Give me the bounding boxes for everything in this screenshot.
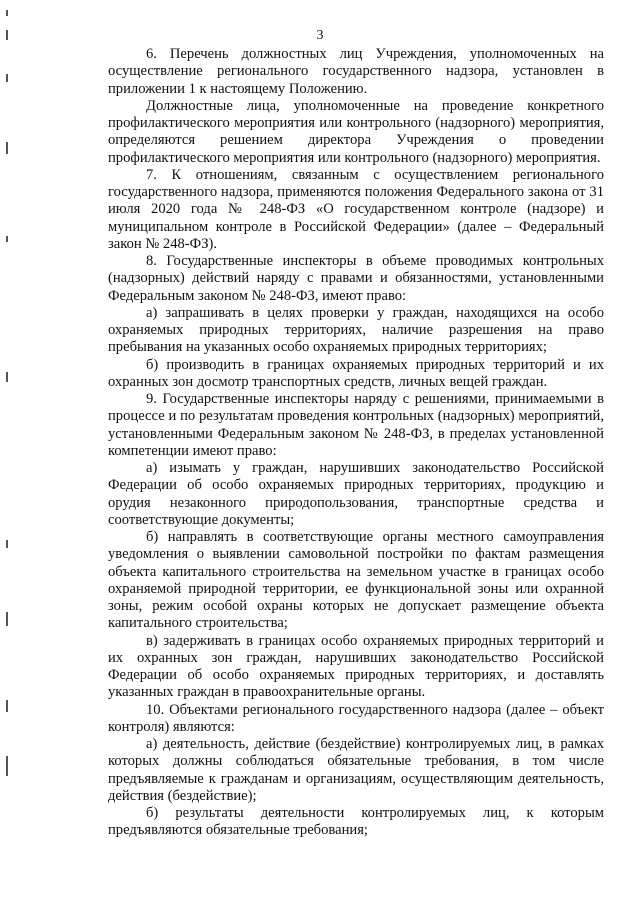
paragraph-8: 8. Государственные инспекторы в объеме проводимых контрольных (надзорных) действий наряду с правами и обязанностями, установленными Федеральным законом № 248-ФЗ, имеют право: — [108, 253, 604, 304]
paragraph-8-a: а) запрашивать в целях проверки у граждан, находящихся на особо охраняемых природных территориях, наличие разрешения на право пребывания на указанных особо охраняемых природных территориях; — [108, 304, 604, 356]
scan-mark — [6, 74, 8, 82]
scan-mark — [6, 236, 8, 242]
paragraph-10-a: а) деятельность, действие (бездействие) контролируемых лиц, в рамках которых должны соблюдаться обязательные требования, в том числе предъявляемые к гражданам и организациям, осуществляющим деятельность, действия (бездействие); — [108, 736, 604, 804]
document-body — [108, 46, 604, 840]
paragraph-10: 10. Объектами регионального государственного надзора (далее – объект контроля) являются: — [108, 701, 604, 735]
page-number: 3 — [316, 28, 324, 43]
paragraph-9-b: б) направлять в соответствующие органы местного самоуправления уведомления о выявлении самовольной постройки по фактам размещения объекта капитального строительства на земельном участке в границах особо охраняемой природной территории, ее функциональной зоны или охранной зоны, режим особой охраны которых не допускает размещение объекта капитального строительства; — [108, 529, 604, 632]
paragraph-10-b: б) результаты деятельности контролируемых лиц, к которым предъявляются обязательные требования; — [108, 805, 604, 839]
paragraph-8-b: б) производить в границах охраняемых природных территорий и их охранных зон досмотр транспортных средств, личных вещей граждан. — [108, 356, 604, 390]
paragraph-9-a: а) изымать у граждан, нарушивших законодательство Российской Федерации об особо охраняемых природных территориях, продукцию и орудия незаконного природопользования, транспортные средства и соответствующие документы; — [108, 460, 604, 528]
scan-mark — [6, 142, 8, 154]
scan-mark — [6, 700, 8, 712]
paragraph-officials: Должностные лица, уполномоченные на проведение конкретного профилактического мероприятия или контрольного (надзорного) мероприятия, определяются решением директора Учреждения о проведении профилактического мероприятия или контрольного (надзорного) мероприятия. — [108, 97, 604, 166]
scan-mark — [6, 540, 8, 548]
scan-binding-marks — [4, 0, 12, 905]
scan-mark — [6, 756, 8, 776]
scan-mark — [6, 612, 8, 626]
scan-mark — [6, 372, 8, 382]
paragraph-9: 9. Государственные инспекторы наряду с решениями, принимаемыми в процессе и по результатам проведения контрольных (надзорных) мероприятий, установленными Федеральным законом № 248-ФЗ, в пределах установленной компетенции имеют право: — [108, 391, 604, 459]
scan-mark — [6, 10, 8, 16]
paragraph-9-v: в) задерживать в границах особо охраняемых природных территорий и их охранных зон граждан, нарушивших законодательство Российской Федерации об особо охраняемых природных территориях, и доставлять указанных граждан в правоохранительные органы. — [108, 632, 604, 701]
paragraph-6: 6. Перечень должностных лиц Учреждения, уполномоченных на осуществление регионального государственного надзора, установлен в приложении 1 к настоящему Положению. — [108, 46, 604, 97]
paragraph-7: 7. К отношениям, связанным с осуществлением регионального государственного надзора, применяются положения Федерального закона от 31 июля 2020 года № 248-ФЗ «О государственном контроле (надзоре) и муниципальном контроле в Российской Федерации» (далее – Федеральный закон № 248-ФЗ). — [108, 166, 604, 252]
